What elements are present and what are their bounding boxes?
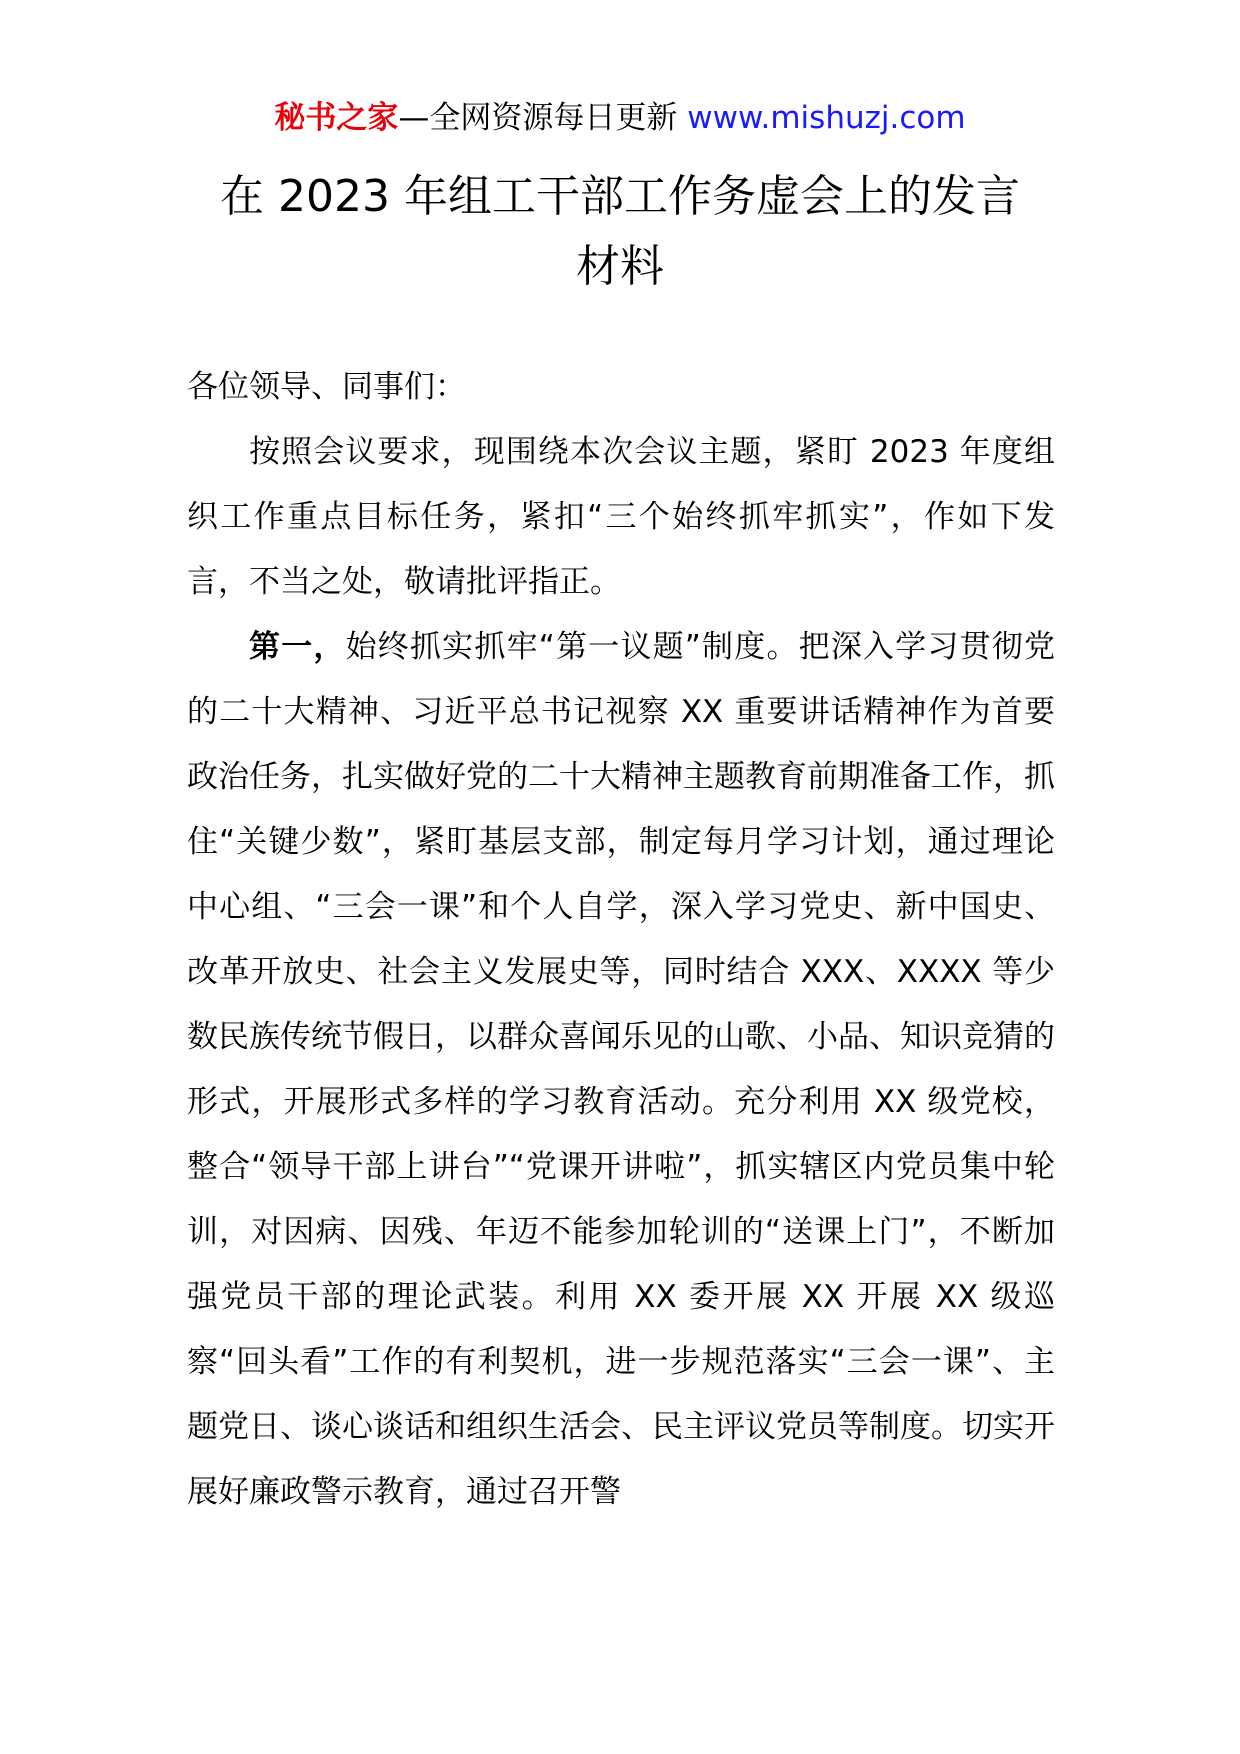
salutation: 各位领导、同事们： <box>187 369 466 405</box>
site-url-link[interactable]: www.mishuzj.com <box>687 100 966 136</box>
document-title-line-2: 材料 <box>576 241 664 292</box>
document-body <box>187 355 1055 1525</box>
site-slogan: —全网资源每日更新 <box>398 100 688 136</box>
section-1-body: 始终抓实抓牢“第一议题”制度。把深入学习贯彻党的二十大精神、习近平总书记视察 XX 重要讲话精神作为首要政治任务，扎实做好党的二十大精神主题教育前期准备工作，抓住“关键少数”，紧盯基层支部，制定每月学习计划，通过理论中心组、“三会一课”和个人自学，深入学习党史、新中国史、改革开放史、社会主义发展史等，同时结合 XXX、XXXX 等少数民族传统节假日，以群众喜闻乐见的山歌、小品、知识竞猜的形式，开展形式多样的学习教育活动。充分利用 XX 级党校，整合“领导干部上讲台”“党课开讲啦”，抓实辖区内党员集中轮训，对因病、因残、年迈不能参加轮训的“送课上门”，不断加强党员干部的理论武装。利用 XX 委开展 XX 开展 XX 级巡察“回头看”工作的有利契机，进一步规范落实“三会一课”、主题党日、谈心谈话和组织生活会、民主评议党员等制度。切实开展好廉政警示教育，通过召开警 <box>187 629 1056 1510</box>
section-1-paragraph <box>187 615 1055 1525</box>
section-1-heading: 第一， <box>249 629 346 665</box>
document-title <box>150 162 1090 302</box>
site-brand-name: 秘书之家 <box>274 100 399 136</box>
intro-paragraph: 按照会议要求，现围绕本次会议主题，紧盯 2023 年度组织工作重点目标任务，紧扣“三个始终抓牢抓实”，作如下发言，不当之处，敬请批评指正。 <box>187 434 1055 600</box>
site-banner <box>0 98 1240 138</box>
document-title-line-1: 在 2023 年组工干部工作务虚会上的发言 <box>220 171 1020 222</box>
